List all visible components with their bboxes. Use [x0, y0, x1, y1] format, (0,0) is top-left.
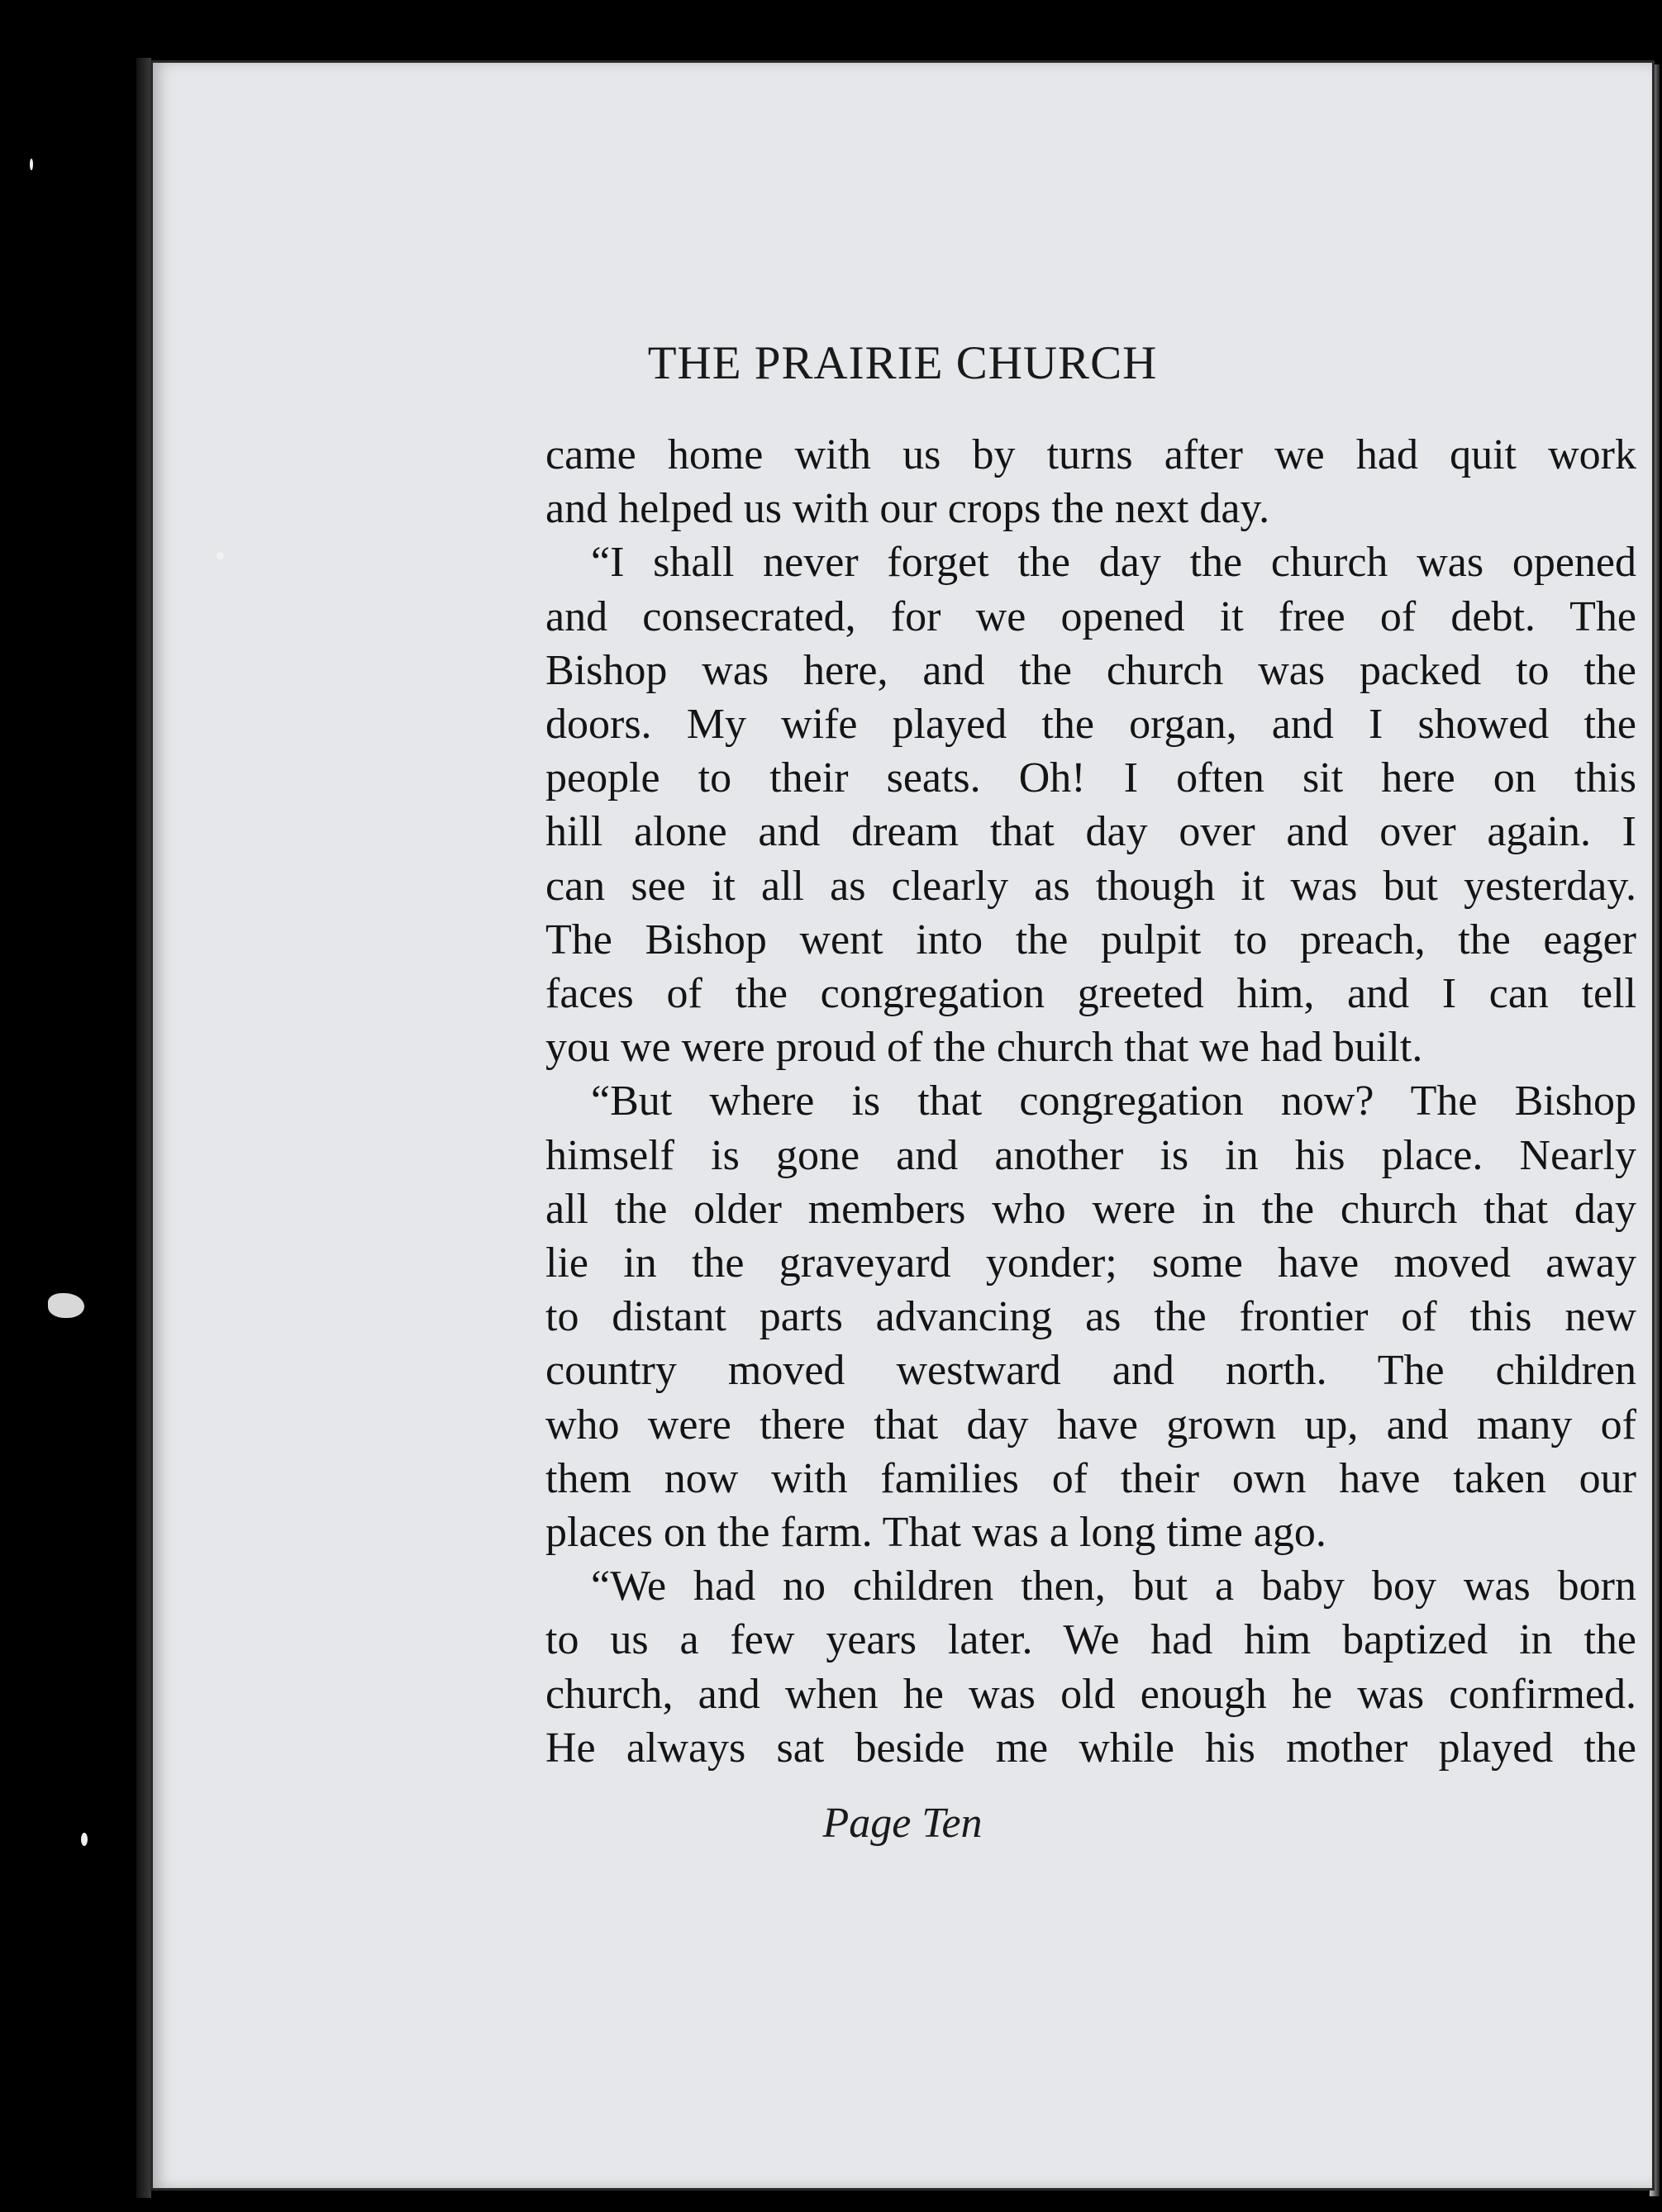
text-line: and helped us with our crops the next day. [545, 485, 1270, 533]
page-left-edge [136, 58, 151, 2198]
text-line: you we were proud of the church that we had built. [545, 1024, 1423, 1072]
paragraph-4 [545, 1559, 1636, 1775]
text-line: to us a few years later. We had him baptized in the [545, 1616, 1636, 1664]
scan-speck [30, 159, 33, 170]
book-page [150, 60, 1655, 2191]
text-line: and consecrated, for we opened it free of debt. The [545, 592, 1636, 640]
text-line: people to their seats. Oh! I often sit here on this [545, 754, 1636, 802]
text-line: can see it all as clearly as though it was but yesterday. [545, 862, 1636, 910]
running-head: THE PRAIRIE CHURCH [647, 337, 1158, 389]
text-line: himself is gone and another is in his place. Nearly [545, 1131, 1636, 1179]
scan-speck [217, 552, 224, 559]
scan-speck [48, 1293, 84, 1318]
text-line: Bishop was here, and the church was packed to the [545, 646, 1636, 694]
paragraph-2 [545, 535, 1636, 1074]
page-number: Page Ten [822, 1800, 983, 1847]
text-line: country moved westward and north. The children [545, 1347, 1636, 1395]
text-line: “But where is that congregation now? The Bishop [591, 1077, 1636, 1125]
text-line: church, and when he was old enough he was confirmed. [545, 1670, 1636, 1718]
text-line: to distant parts advancing as the frontier of this new [545, 1293, 1636, 1341]
text-line: who were there that day have grown up, and many of [545, 1401, 1636, 1449]
text-line: doors. My wife played the organ, and I showed the [545, 701, 1636, 749]
text-line: came home with us by turns after we had quit work [545, 431, 1636, 478]
paragraph-3 [545, 1074, 1636, 1559]
text-line: places on the farm. That was a long time ago. [545, 1509, 1326, 1557]
body-text [545, 428, 1636, 1775]
text-line: “We had no children then, but a baby boy was born [591, 1563, 1636, 1610]
text-line: He always sat beside me while his mother played the [545, 1724, 1636, 1772]
text-line: The Bishop went into the pulpit to preach, the eager [545, 916, 1636, 963]
text-line: all the older members who were in the church that day [545, 1185, 1636, 1233]
text-line: hill alone and dream that day over and over again. I [545, 808, 1636, 856]
text-line: lie in the graveyard yonder; some have moved away [545, 1239, 1636, 1287]
text-line: “I shall never forget the day the church was opened [591, 539, 1636, 587]
scan-speck [81, 1833, 88, 1846]
text-line: them now with families of their own have taken our [545, 1454, 1636, 1502]
text-line: faces of the congregation greeted him, and I can tell [545, 970, 1636, 1018]
paragraph-1 [545, 428, 1636, 535]
